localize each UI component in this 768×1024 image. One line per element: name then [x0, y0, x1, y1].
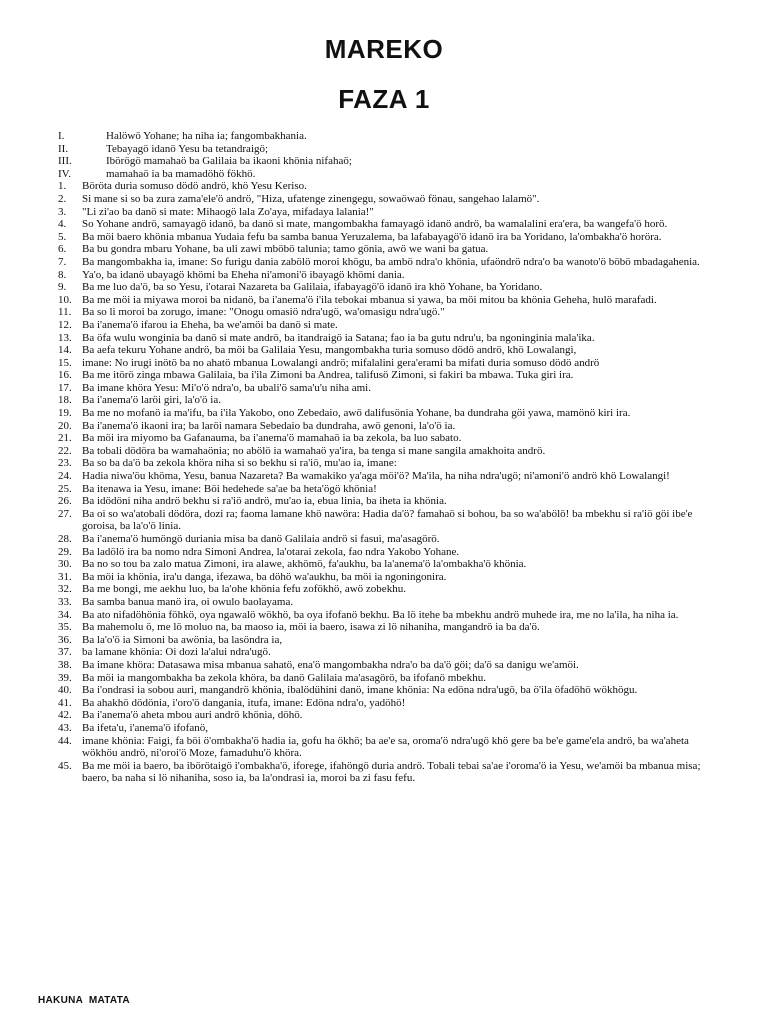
verse-item-number: 42. — [58, 709, 72, 722]
verse-item-number: 28. — [58, 533, 72, 545]
verse-item-text: Ba me luo da'ö, ba so Yesu, i'otarai Nazareta ba Galilaia, ifabayagö'ö idanö ira khö Yohane, ba Yoridano. — [82, 281, 543, 294]
chapter-heading: FAZA 1 — [338, 84, 430, 114]
section-item-text: Tebayagö idanö Yesu ba tetandraigö; — [106, 142, 269, 155]
section-item — [58, 155, 718, 168]
verse-item-number: 3. — [58, 205, 67, 218]
verse-item — [58, 420, 718, 433]
verse-item — [58, 634, 718, 647]
verse-item-text: imane khönia: Faigi, fa böi ö'ombakha'ö hadia ia, gofu ha ökhö; ba ae'e sa, oroma'ö ndra'ugö khö gere ba be'e game'ela andrö, ba wa'aheta wökhöu andrö, ni'oroi'ö Moze, famaduhu'ö khöra. — [82, 734, 689, 760]
verse-item — [58, 432, 718, 445]
verse-item — [58, 583, 718, 596]
verse-item-number: 31. — [58, 570, 72, 583]
verse-item-number: 6. — [58, 243, 67, 256]
verse-item-text: Ba me bongi, me aekhu luo, ba la'ohe khönia fefu zofökhö, awö zobekhu. — [82, 583, 406, 596]
verse-item — [58, 231, 718, 244]
verse-item — [58, 672, 718, 685]
verse-item — [58, 243, 718, 256]
verse-item-text: Ba me itörö zinga mbawa Galilaia, ba i'ila Zimoni ba Andrea, talifusö Zimoni, si fakiri ba mbawa. Tuka giri ira. — [82, 369, 574, 382]
verse-item — [58, 269, 718, 282]
verse-item — [58, 495, 718, 508]
verse-item-text: Ba bu gondra mbaru Yohane, ba uli zawi mböbö talunia; tamo gönia, awö we wani ba gatua. — [82, 243, 489, 256]
verse-item-number: 43. — [58, 721, 72, 734]
section-item-text: mamahaö ia ba mamadöhö fökhö. — [106, 167, 256, 180]
verse-item-number: 18. — [58, 394, 72, 407]
verse-item-text: Ba la'o'ö ia Simoni ba awönia, ba lasöndra ia, — [82, 633, 283, 646]
verse-item-number: 37. — [58, 646, 72, 659]
verse-item-text: Ba ladölö ira ba nomo ndra Simoni Andrea, la'otarai zekola, fao ndra Yakobo Yohane. — [82, 545, 460, 558]
verse-item — [58, 621, 718, 634]
verse-item-number: 14. — [58, 344, 72, 357]
verse-item-text: Hadia niwa'öu khöma, Yesu, banua Nazareta? Ba wamakiko ya'aga möi'ö? Ma'ila, ha niha ndra'ugö; ni'amoni'ö andrö khö Lowalangi! — [82, 470, 670, 483]
verse-item-number: 44. — [58, 734, 72, 747]
verse-item-text: Ba i'anema'ö ifarou ia Eheha, ba we'amöi ba danö si mate. — [82, 318, 338, 331]
verse-item-number: 33. — [58, 595, 72, 608]
verse-item — [58, 319, 718, 332]
verse-item — [58, 306, 718, 319]
verse-item-text: imane: No irugi inötö ba no ahatö mbanua Lowalangi andrö; mifalalini gera'erami ba mifati duria somuso dödö andrö — [82, 356, 600, 369]
section-item — [58, 130, 718, 143]
section-item — [58, 168, 718, 181]
chapter-text — [58, 130, 718, 785]
section-item-text: Ibörögö mamahaö ba Galilaia ba ikaoni khönia nifahaö; — [106, 155, 352, 168]
verse-item — [58, 193, 718, 206]
verse-item-number: 2. — [58, 192, 67, 205]
verse-item-number: 13. — [58, 331, 72, 344]
verse-item-number: 4. — [58, 218, 67, 231]
verse-item — [58, 218, 718, 231]
verse-item-text: Ba itenawa ia Yesu, imane: Böi hedehede sa'ae ba heta'ögö khönia! — [82, 482, 377, 495]
verse-item-number: 16. — [58, 369, 72, 382]
verse-item-text: Ba i'anema'ö aheta mbou auri andrö khönia, döhö. — [82, 709, 303, 722]
verse-item — [58, 256, 718, 269]
verse-item — [58, 533, 718, 546]
verse-item-text: Ba imane khöra: Datasawa misa mbanua sahatö, ena'ö mangombakha ndra'o ba da'ö göi; da'ö sa danigu we'amöi. — [82, 658, 579, 671]
verse-item-number: 30. — [58, 558, 72, 571]
verse-item-number: 39. — [58, 671, 72, 684]
verse-item-text: Ba aefa tekuru Yohane andrö, ba möi ba Galilaia Yesu, mangombakha turia somuso dödö andrö, khö Lowalangi, — [82, 344, 577, 357]
verse-item — [58, 697, 718, 710]
verse-item-text: Ba me no mofanö ia ma'ifu, ba i'ila Yakobo, ono Zebedaio, awö dalifusönia Yohane, ba dundraha göi yawa, mamönö kiri ira. — [82, 407, 631, 420]
verse-item — [58, 206, 718, 219]
verse-item-text: Ba so ba da'ö ba zekola khöra niha si so bekhu si ra'iö, mu'ao ia, imane: — [82, 457, 397, 470]
verse-item-number: 15. — [58, 356, 72, 369]
verse-item-text: Ba möi ia khönia, ira'u danga, ifezawa, ba döhö wa'aukhu, ba möi ia ngoningonira. — [82, 570, 447, 583]
verse-item-text: ba lamane khönia: Oi dozi la'alui ndra'ugö. — [82, 646, 271, 659]
verse-item-text: Ba me möi ia baero, ba ibörötaigö i'ombakha'ö, iforege, ifahöngö duria andrö. Tobali tebai sa'ae i'oroma'ö ia Yesu, we'amöi ba mbanua misa; baero, ba naha si lö nihaniha, soso ia, ba la'ondrasi ia, moroi ba zi fasu fefu. — [82, 759, 701, 785]
verse-item-number: 41. — [58, 696, 72, 709]
section-item-text: Halöwö Yohane; ha niha ia; fangombakhania. — [106, 130, 307, 142]
section-item-number: II. — [58, 142, 69, 155]
verse-item-number: 34. — [58, 608, 72, 621]
verse-item — [58, 407, 718, 420]
verse-item — [58, 508, 718, 533]
verse-item-number: 11. — [58, 306, 72, 319]
verse-item — [58, 369, 718, 382]
verse-item-text: Ba i'anema'ö laröi giri, la'o'ö ia. — [82, 394, 221, 407]
verse-item — [58, 180, 718, 193]
verse-item-number: 36. — [58, 633, 72, 646]
verse-item-number: 45. — [58, 759, 72, 772]
verse-item-text: Ba möi ia mangombakha ba zekola khöra, ba danö Galilaia ma'asagörö, ba ifofanö mbekhu. — [82, 671, 486, 684]
page-footer: HAKUNA MATATA — [38, 995, 130, 1006]
verse-item-text: Ba möi ira miyomo ba Gafanauma, ba i'anema'ö mamahaö ia ba zekola, ba luo sabato. — [82, 432, 462, 445]
verse-item-text: Ba ifeta'u, i'anema'ö ifofanö, — [82, 721, 208, 734]
verse-item-text: Ba no so tou ba zalo matua Zimoni, ira alawe, akhömö, fa'aukhu, ba la'anema'ö la'ombakha'ö khönia. — [82, 558, 527, 571]
verse-item-number: 7. — [58, 255, 67, 268]
verse-item-text: Ba mangombakha ia, imane: So furigu dania zabölö moroi khögu, ba ambö ndra'o khönia, ufaöndrö ndra'o ba wanoto'ö böbö mbadagahenia. — [82, 255, 700, 268]
verse-item-text: Ba me möi ia miyawa moroi ba nidanö, ba i'anema'ö i'ila tebokai mbanua si yawa, ba möi mitou ba khönia Geheha, hulö marafadi. — [82, 293, 657, 306]
verse-item-number: 20. — [58, 419, 72, 432]
verse-item-text: Ba so li moroi ba zorugo, imane: "Onogu omasiö ndra'ugö, wa'omasigu ndra'ugö." — [82, 306, 445, 319]
verse-item-text: "Li zi'ao ba danö si mate: Mihaogö lala Zo'aya, mifadaya lalania!" — [82, 205, 374, 218]
section-item-number: III. — [58, 155, 72, 168]
verse-item — [58, 357, 718, 370]
verse-item — [58, 546, 718, 559]
verse-item-number: 21. — [58, 432, 72, 445]
verse-item-text: Ya'o, ba idanö ubayagö khömi ba Eheha ni'amoni'ö ibayagö khömi dania. — [82, 268, 405, 281]
verse-item-number: 12. — [58, 318, 72, 331]
verse-item — [58, 684, 718, 697]
verse-item-text: Ba tobali dödöra ba wamahaönia; no abölö ia wamahaö ya'ira, ba tenga si mane sangila amakhoita andrö. — [82, 444, 546, 457]
verse-item-text: Ba samba banua manö ira, oi owulo baolayama. — [82, 595, 294, 608]
verse-item — [58, 344, 718, 357]
verse-item-number: 26. — [58, 495, 72, 508]
verse-item — [58, 394, 718, 407]
verse-item-text: Ba oi so wa'atobali dödöra, dozi ra; faoma lamane khö nawöra: Hadia da'ö? famahaö si bohou, ba so wa'abölö! ba mbekhu si ra'iö göi ibe'e goroisa, ba la'o'ö linia. — [82, 507, 693, 533]
verse-item — [58, 382, 718, 395]
section-item — [58, 143, 718, 156]
verse-item-number: 23. — [58, 457, 72, 470]
verse-item-number: 9. — [58, 281, 67, 294]
verse-item-text: Ba idödöni niha andrö bekhu si ra'iö andrö, mu'ao ia, ebua linia, ba iheta ia khönia. — [82, 495, 447, 508]
verse-item-number: 40. — [58, 684, 72, 697]
verse-item-text: Ba i'anema'ö ikaoni ira; ba laröi namara Sebedaio ba dundraha, awö genoni, la'o'ö ia. — [82, 419, 456, 432]
section-item-number: IV. — [58, 167, 71, 180]
verse-item-text: So Yohane andrö, samayagö idanö, ba danö si mate, mangombakha famayagö idanö andrö, ba wamalalini era'era, ba wangefa'ö horö. — [82, 218, 668, 231]
verse-item — [58, 470, 718, 483]
verse-item — [58, 646, 718, 659]
verse-item — [58, 596, 718, 609]
verse-item-text: Böröta duria somuso dödö andrö, khö Yesu Keriso. — [82, 180, 307, 193]
verse-item-number: 19. — [58, 407, 72, 420]
verse-item-number: 22. — [58, 444, 72, 457]
verse-item-number: 35. — [58, 621, 72, 634]
verse-item-number: 10. — [58, 293, 72, 306]
verse-item-text: Ba mahemolu ö, me lö moluo na, ba maoso ia, möi ia baero, isawa zi lö nihaniha, mangandrö ia ba da'ö. — [82, 621, 540, 634]
verse-item — [58, 281, 718, 294]
verse-item-number: 17. — [58, 381, 72, 394]
verse-item-text: Si mane si so ba zura zama'ele'ö andrö, "Hiza, ufatenge zinengegu, sowaöwaö fönau, sangehao lalamö". — [82, 192, 540, 205]
verse-item — [58, 609, 718, 622]
verse-item — [58, 571, 718, 584]
verse-item — [58, 735, 718, 760]
verse-item-text: Ba möi baero khönia mbanua Yudaia fefu ba samba banua Yeruzalema, ba lafabayagö'ö idanö ira ba Yoridano, la'ombakha'ö horöra. — [82, 230, 662, 243]
document-title: MAREKO — [324, 34, 444, 64]
verse-item — [58, 709, 718, 722]
verse-item — [58, 332, 718, 345]
verse-item-number: 29. — [58, 545, 72, 558]
verse-item-number: 27. — [58, 507, 72, 520]
verse-item-text: Ba i'anema'ö humöngö duriania misa ba danö Galilaia andrö si fasui, ma'asagörö. — [82, 533, 440, 545]
verse-item-number: 1. — [58, 180, 67, 193]
verse-item — [58, 445, 718, 458]
verse-item — [58, 457, 718, 470]
section-outline — [58, 130, 718, 180]
verse-item-text: Ba ato nifadöhönia föhkö, oya ngawalö wökhö, ba oya ifofanö bekhu. Ba lö itehe ba mbekhu andrö muhede ira, me no la'ila, ha niha ia. — [82, 608, 679, 621]
verse-list — [58, 180, 718, 785]
verse-item-number: 25. — [58, 482, 72, 495]
verse-item — [58, 483, 718, 496]
verse-item-number: 38. — [58, 658, 72, 671]
verse-item-number: 8. — [58, 268, 67, 281]
verse-item-text: Ba öfa wulu wonginia ba danö si mate andrö, ba itandraigö ia Satana; fao ia ba gutu ndru'u, ba ngoninginia mala'ika. — [82, 331, 595, 344]
verse-item — [58, 558, 718, 571]
verse-item-text: Ba i'ondrasi ia sobou auri, mangandrö khönia, ibalödühini danö, imane khönia: Na edöna ndra'ugö, ba ö'ila öfadöhö wökhögu. — [82, 684, 638, 697]
verse-item-text: Ba imane khöra Yesu: Mi'o'ö ndra'o, ba ubali'ö sama'u'u niha ami. — [82, 381, 371, 394]
verse-item — [58, 294, 718, 307]
verse-item — [58, 722, 718, 735]
verse-item — [58, 760, 718, 785]
verse-item-number: 32. — [58, 583, 72, 596]
verse-item-number: 5. — [58, 230, 67, 243]
verse-item — [58, 659, 718, 672]
section-item-number: I. — [58, 130, 65, 142]
verse-item-text: Ba ahakhö dödönia, i'oro'ö dangania, itufa, imane: Edöna ndra'o, yadöhö! — [82, 696, 406, 709]
verse-item-number: 24. — [58, 470, 72, 483]
